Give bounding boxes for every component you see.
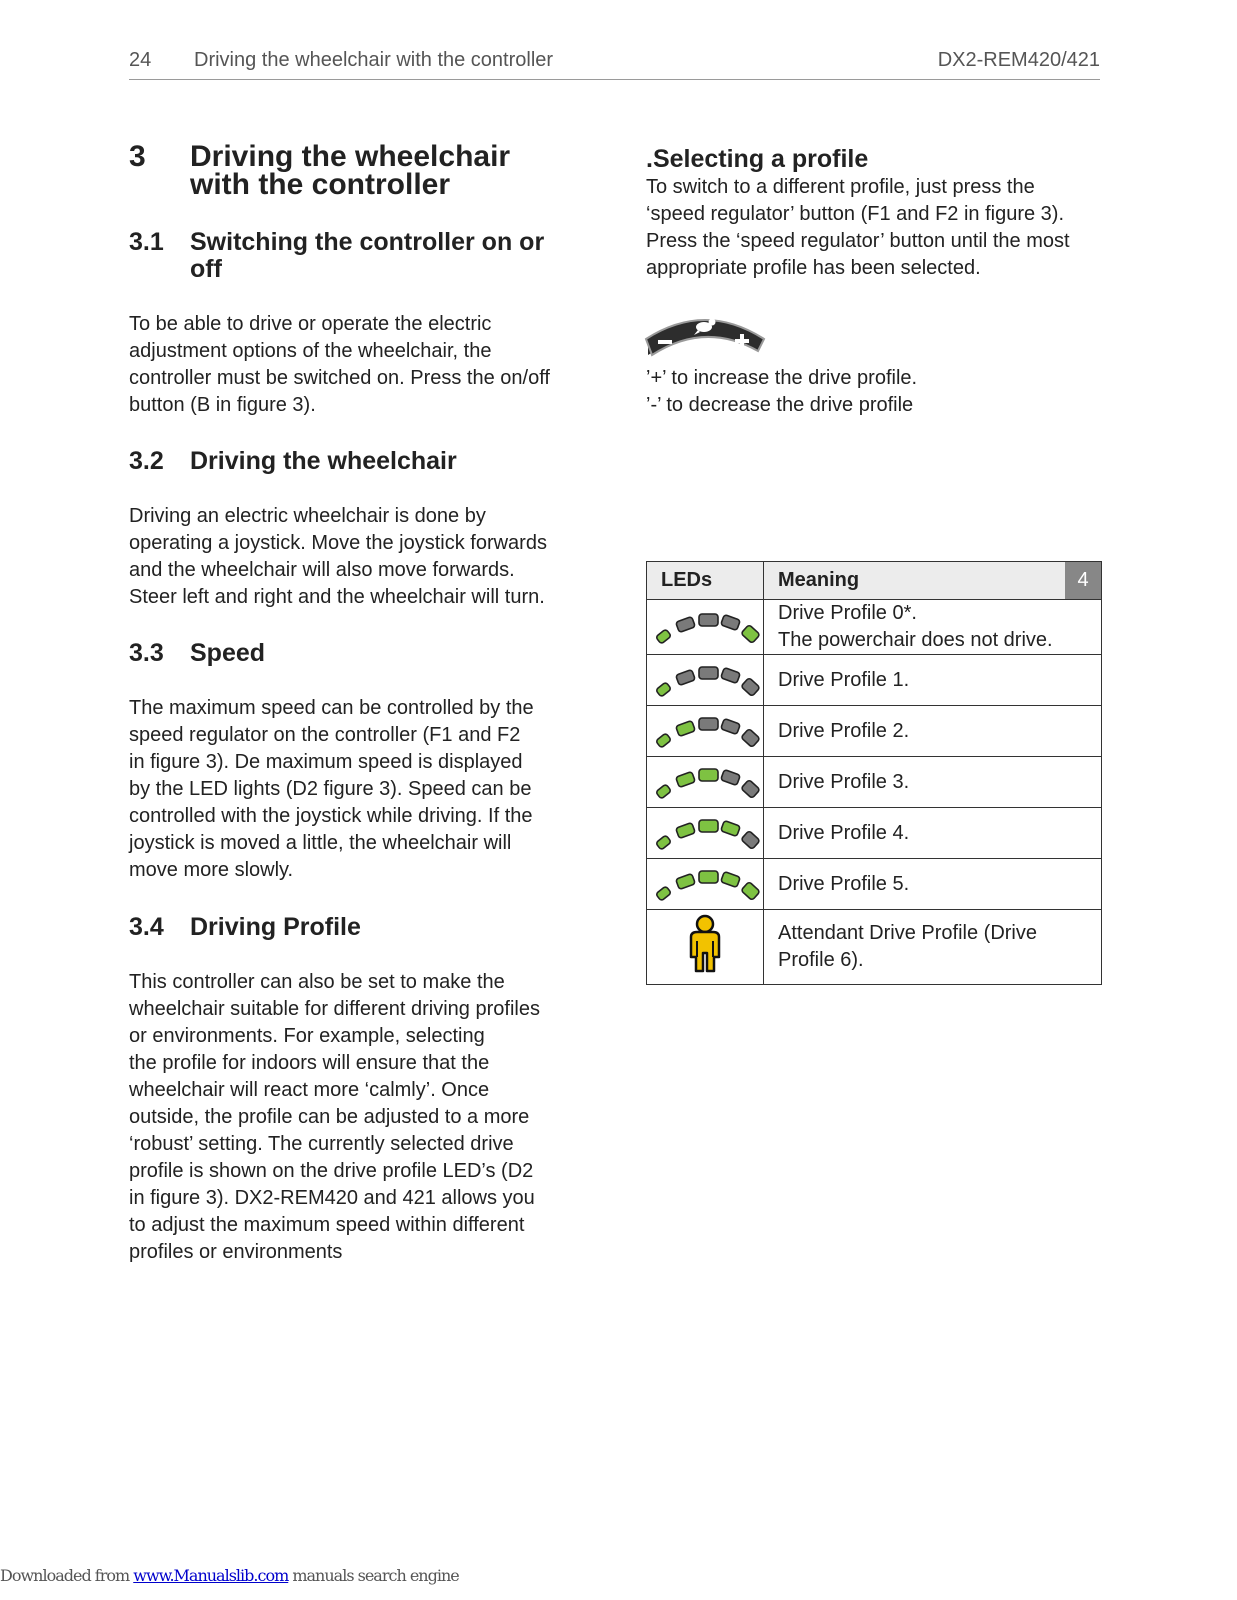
body-line: and the wheelchair will also move forwards. [129,559,515,581]
led-on [741,625,760,644]
table-row [647,859,1102,910]
body-line: appropriate profile has been selected. [646,257,981,279]
meaning-line: The powerchair does not drive. [778,629,1053,651]
attendant-cell [647,910,764,985]
body-line: the profile for indoors will ensure that the [129,1052,490,1074]
meaning-line: Attendant Drive Profile (Drive [778,922,1037,944]
led-off [741,831,760,850]
table-row [647,706,1102,757]
led-on [676,873,696,889]
body-line: controller must be switched on. Press the on/off [129,367,550,389]
led-off [699,667,718,679]
led-off [721,718,741,734]
body-line: Press the ‘speed regulator’ button until the most [646,230,1070,252]
body-line: ‘robust’ setting. The currently selected drive [129,1133,514,1155]
section-title-3-2: Driving the wheelchair [190,447,457,475]
selecting-profile-body [646,174,1116,282]
led-off [699,718,718,730]
chapter-title [190,140,590,201]
running-header-model: DX2-REM420/421 [937,49,1100,71]
plus-note: ’+’ to increase the drive profile. [646,367,918,389]
led-off [676,616,696,632]
chapter-number: 3 [129,140,146,173]
led-on [676,822,696,838]
speed-regulator-button-icon [644,311,766,363]
led-on [656,886,672,901]
body-line: button (B in figure 3). [129,394,316,416]
col-header-meaning [764,562,1102,600]
led-off [676,669,696,685]
section-number-3-4: 3.4 [129,913,164,941]
col-header-leds: LEDs [647,562,764,600]
table-row [647,600,1102,655]
meaning-cell [764,859,1102,910]
footer-prefix: Downloaded from [0,1566,134,1585]
body-line: move more slowly. [129,859,294,881]
led-on [656,629,672,644]
section-body-3-3 [129,695,609,884]
body-line: profile is shown on the drive profile LED’s (D2 [129,1160,534,1182]
chapter-title-line2: with the controller [190,168,451,201]
led-on [699,871,718,883]
body-line: controlled with the joystick while driving. If the [129,805,533,827]
header-rule [129,79,1100,80]
led-off [741,780,760,799]
led-on [676,720,696,736]
section-title-3-4: Driving Profile [190,913,361,941]
body-line: To be able to drive or operate the electric [129,313,492,335]
led-arc-icon [647,706,763,750]
led-cell [647,706,764,757]
download-footer [0,1566,459,1585]
minus-note: ’-’ to decrease the drive profile [646,394,914,416]
selecting-profile-title: .Selecting a profile [646,145,869,173]
section-title-3-3: Speed [190,639,266,667]
section-title-3-1-line2: off [190,255,222,283]
section-body-3-4 [129,969,609,1266]
meaning-line: Drive Profile 4. [778,821,910,844]
body-line: outside, the profile can be adjusted to a more [129,1106,530,1128]
section-body-3-2 [129,503,609,611]
body-line: in figure 3). DX2-REM420 and 421 allows you [129,1187,535,1209]
body-line: speed regulator on the controller (F1 and F2 [129,724,521,746]
meaning-cell [764,600,1102,655]
body-line: operating a joystick. Move the joystick forwards [129,532,547,554]
body-line: by the LED lights (D2 figure 3). Speed can be [129,778,532,800]
table-row [647,910,1102,985]
led-arc-icon [647,655,763,699]
body-line: Driving an electric wheelchair is done by [129,505,486,527]
body-line: To switch to a different profile, just press the [646,176,1035,198]
body-line: adjustment options of the wheelchair, the [129,340,492,362]
section-number-3-2: 3.2 [129,447,164,475]
body-line: ‘speed regulator’ button (F1 and F2 in figure 3). [646,203,1065,225]
table-row [647,757,1102,808]
led-on [676,771,696,787]
meaning-cell [764,910,1102,985]
led-arc-icon [647,757,763,801]
table-row [647,808,1102,859]
body-line: Steer left and right and the wheelchair will turn. [129,586,545,608]
section-number-3-1: 3.1 [129,228,164,256]
led-arc-icon [647,602,763,646]
led-on [656,835,672,850]
led-off [741,729,760,748]
col-header-meaning-label: Meaning [778,569,860,591]
led-on [721,820,741,836]
led-on [699,820,718,832]
meaning-cell [764,706,1102,757]
meaning-line: Drive Profile 5. [778,872,910,895]
led-on [699,769,718,781]
table-header-row [647,562,1102,600]
chapter-title-line1: Driving the wheelchair [190,140,511,173]
body-line: in figure 3). De maximum speed is displayed [129,751,523,773]
body-line: to adjust the maximum speed within different [129,1214,525,1236]
footer-suffix: manuals search engine [288,1566,459,1585]
meaning-cell [764,757,1102,808]
page-number: 24 [129,49,152,71]
meaning-line: Drive Profile 3. [778,770,910,793]
body-line: The maximum speed can be controlled by the [129,697,534,719]
led-cell [647,600,764,655]
section-body-3-1 [129,311,609,419]
section-title-3-1-line1: Switching the controller on or [190,228,545,256]
led-off [721,614,741,630]
led-off [741,678,760,697]
led-cell [647,808,764,859]
meaning-line: Drive Profile 0*. [778,602,917,624]
led-on [741,882,760,901]
attendant-person-icon [685,913,725,975]
led-off [721,667,741,683]
led-on [656,784,672,799]
led-cell [647,757,764,808]
table-row [647,655,1102,706]
led-cell [647,859,764,910]
section-title-3-1 [190,229,590,283]
manualslib-link[interactable]: www.Manualslib.com [133,1566,289,1585]
led-arc-icon [647,808,763,852]
body-line: wheelchair suitable for different driving profiles [129,998,540,1020]
led-arc-icon [647,859,763,903]
table-number-badge: 4 [1065,562,1101,599]
led-on [656,733,672,748]
meaning-line: Drive Profile 1. [778,668,910,691]
running-header-title: Driving the wheelchair with the controller [194,49,554,71]
body-line: joystick is moved a little, the wheelchair will [129,832,512,854]
led-on [721,871,741,887]
body-line: profiles or environments [129,1241,343,1263]
led-on [656,682,672,697]
body-line: or environments. For example, selecting [129,1025,485,1047]
section-number-3-3: 3.3 [129,639,164,667]
led-off [699,614,718,626]
led-off [721,769,741,785]
led-profile-table [646,561,1102,985]
meaning-line: Profile 6). [778,949,864,971]
meaning-line: Drive Profile 2. [778,719,910,742]
meaning-cell [764,655,1102,706]
meaning-cell [764,808,1102,859]
led-cell [647,655,764,706]
body-line: This controller can also be set to make the [129,971,505,993]
body-line: wheelchair will react more ‘calmly’. Once [129,1079,490,1101]
